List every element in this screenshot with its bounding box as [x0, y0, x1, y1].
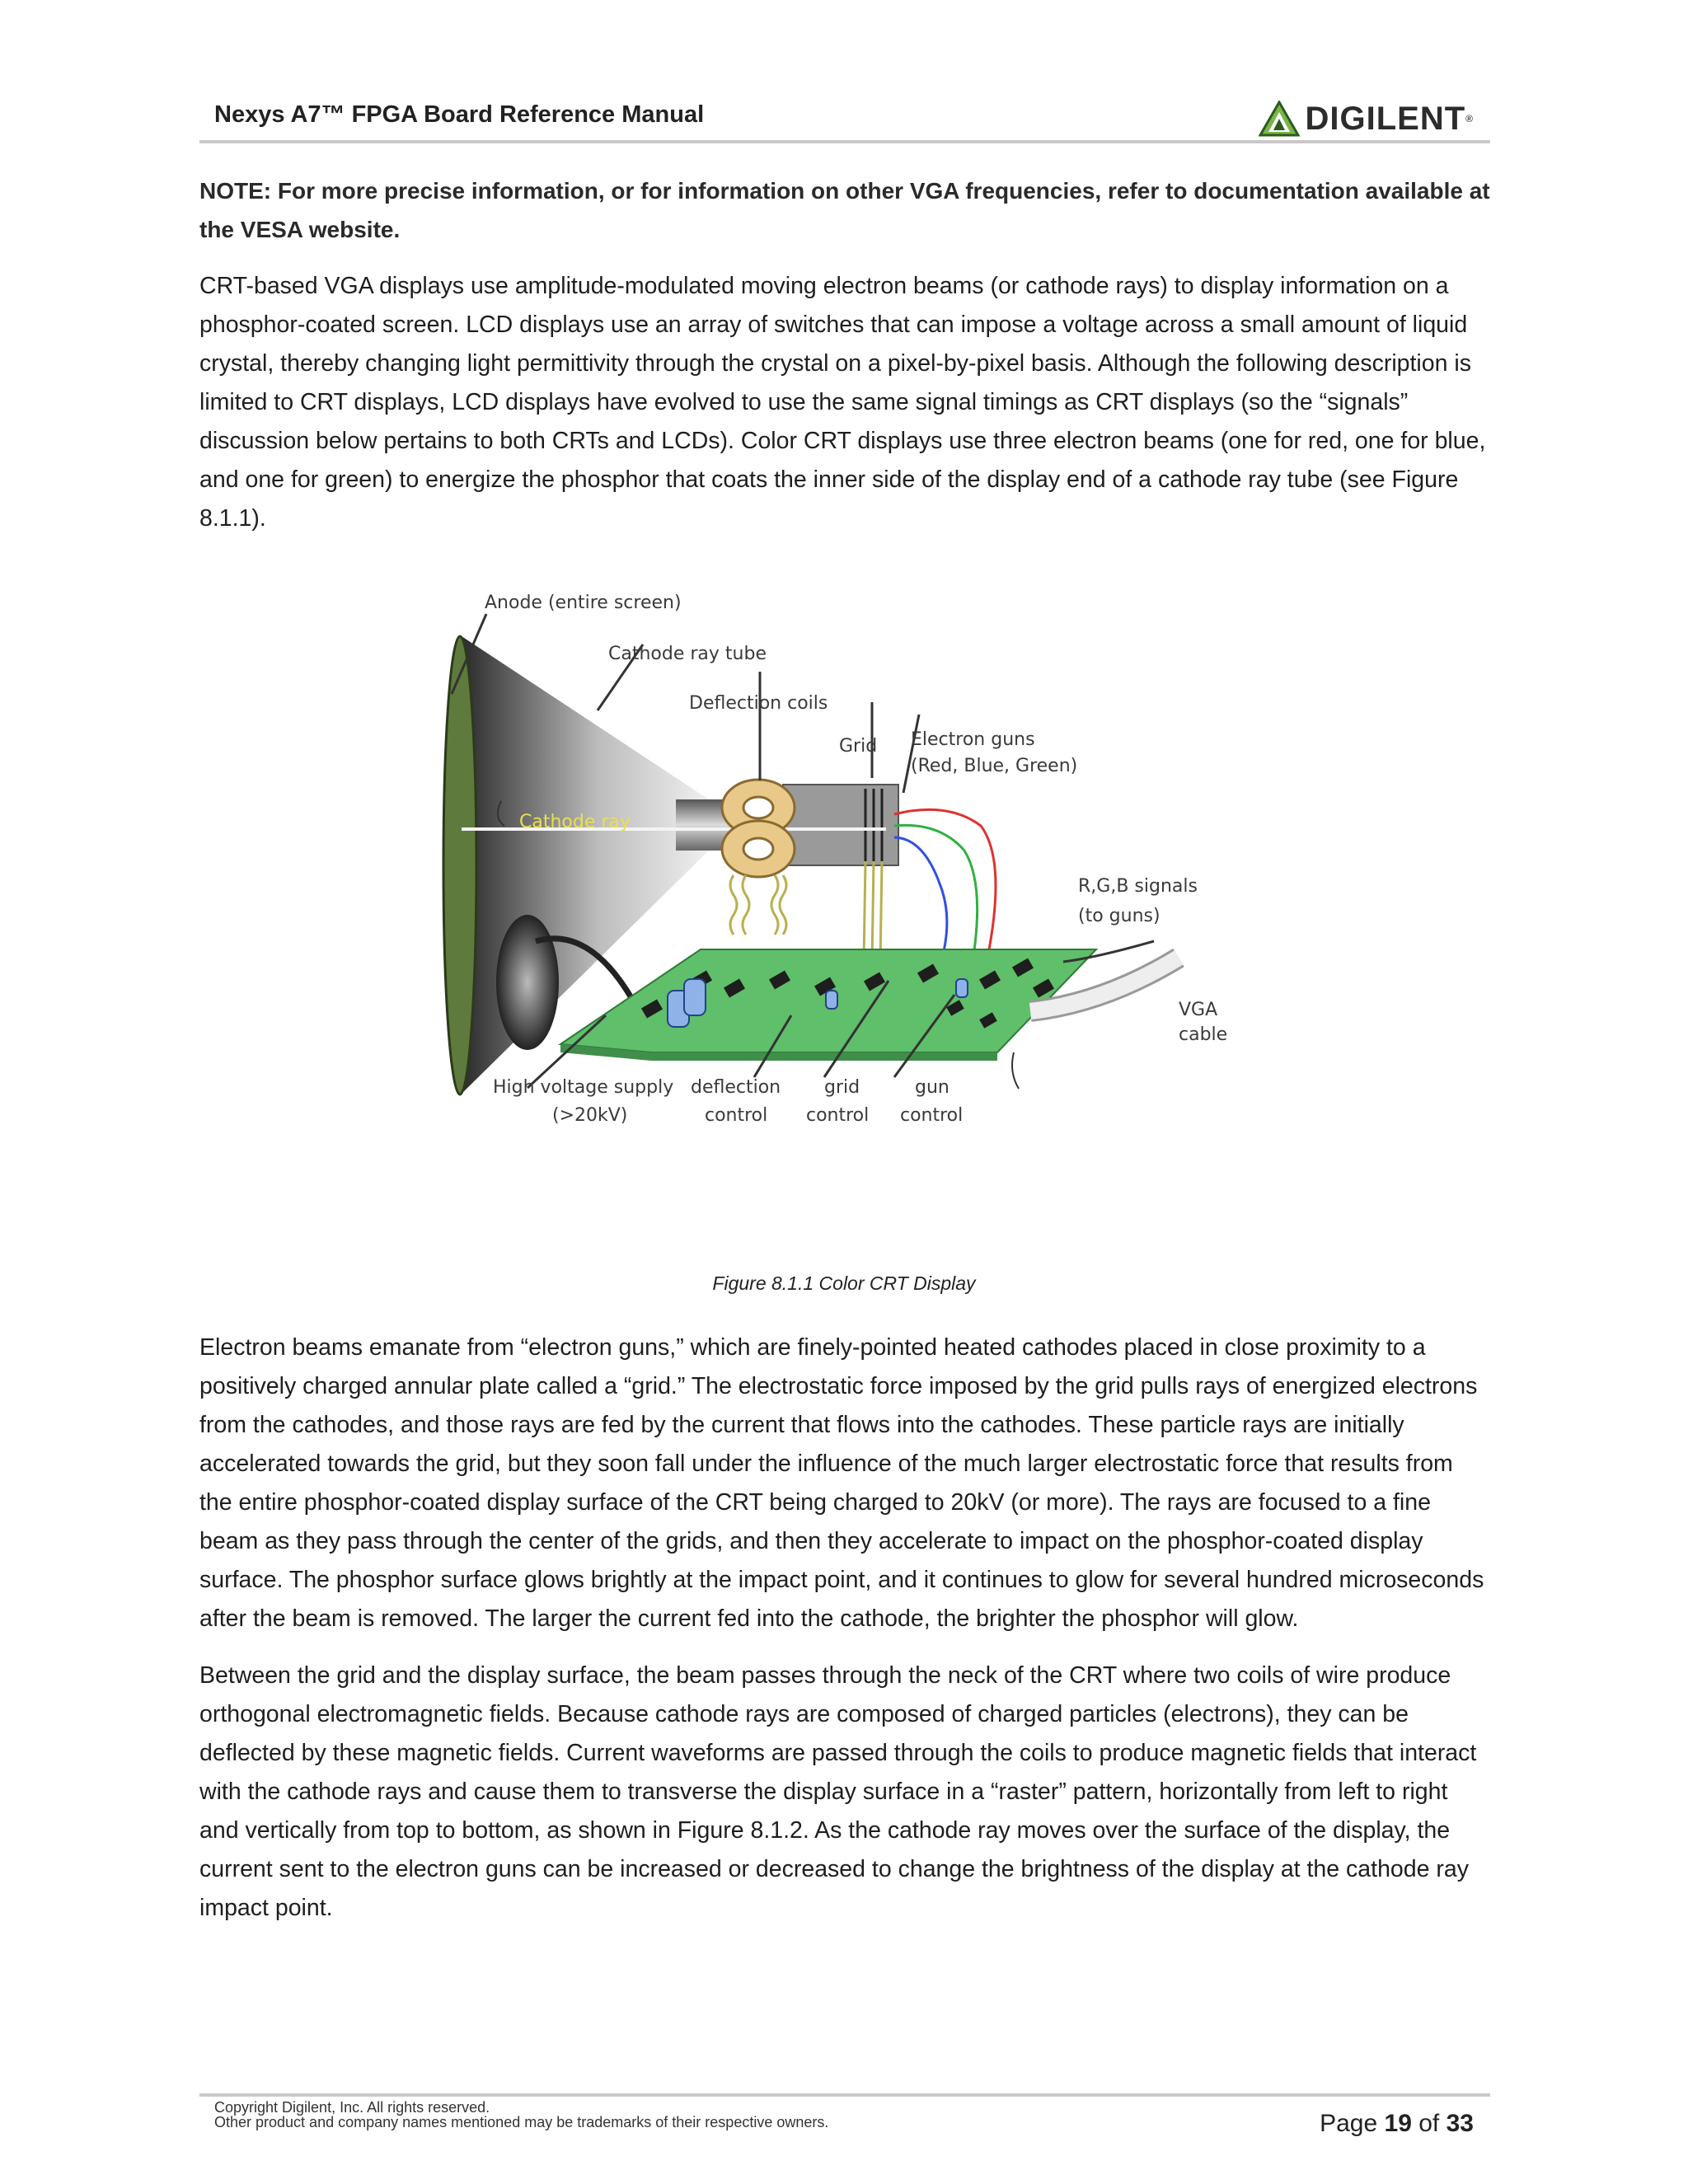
lower-content [199, 1329, 1490, 1946]
label-rgb-signals: R,G,B signals [1078, 876, 1198, 897]
document-title: Nexys A7™ FPGA Board Reference Manual [214, 101, 705, 128]
figure-caption: Figure 8.1.1 Color CRT Display [712, 1272, 976, 1294]
label-cathode-ray-tube: Cathode ray tube [608, 644, 767, 664]
paragraph-electron-beams: Electron beams emanate from “electron guns,” which are finely-pointed heated cathodes placed in close proximity to a positively charged annular plate called a “grid.” The electrostatic force imposed by the grid pulls rays of energized electrons from the cathodes, and those rays are fed by the current that flows into the cathodes. These particle rays are initially accelerated towards the grid, but they soon fall under the influence of the much larger electrostatic force that results from the entire phosphor-coated display surface of the CRT being charged to 20kV (or more). The rays are focused to a fine beam as they pass through the center of the grids, and then they accelerate to impact on the phosphor-coated display surface. The phosphor surface glows brightly at the impact point, and it continues to glow for several hundred microseconds after the beam is removed. The larger the current fed into the cathode, the brighter the phosphor will glow. [199, 1334, 1484, 1632]
crt-diagram [437, 587, 1253, 1172]
label-electron-guns: Electron guns [911, 729, 1035, 750]
digilent-logo [1259, 101, 1474, 137]
page-header [199, 97, 1490, 143]
label-high-voltage: High voltage supply [493, 1077, 674, 1098]
label-cathode-ray: Cathode ray [519, 812, 631, 832]
label-deflection-control: control [705, 1105, 768, 1126]
label-grid-control: control [806, 1105, 870, 1126]
page-number: 19 [1384, 2110, 1412, 2137]
page-word: Page [1320, 2110, 1378, 2137]
label-vga: VGA [1179, 1000, 1218, 1020]
paragraph-crt-intro: CRT-based VGA displays use amplitude-modulated moving electron beams (or cathode rays) to display information on a phosphor-coated screen. LCD displays use an array of switches that can impose a voltage across a small amount of liquid crystal, thereby changing light permittivity through the crystal on a pixel-by-pixel basis. Although the following description is limited to CRT displays, LCD displays have evolved to use the same signal timings as CRT displays (so the “signals” discussion below pertains to both CRTs and LCDs). Color CRT displays use three electron beams (one for red, one for blue, and one for green) to energize the phosphor that coats the inner side of the display end of a cathode ray tube (see Figure 8.1.1). [199, 273, 1486, 532]
label-deflection-coils: Deflection coils [689, 693, 828, 714]
note-text: NOTE: For more precise information, or for information on other VGA frequencies, refer to documentation available at the VESA website. [199, 178, 1490, 242]
trademark-text: Other product and company names mentioned may be trademarks of their respective owners. [214, 2114, 829, 2130]
green-wire [894, 825, 978, 962]
footer-legal [214, 2100, 828, 2130]
label-grid-ctl: grid [824, 1077, 860, 1098]
label-grid: Grid [839, 736, 878, 757]
label-anode: Anode (entire screen) [485, 593, 682, 613]
logo-text: DIGILENT® [1305, 101, 1474, 137]
page-number-info [1320, 2110, 1474, 2138]
crt-screen [443, 636, 476, 1094]
upper-content [199, 171, 1490, 556]
deflection-coils [722, 780, 795, 877]
crt-figure [437, 587, 1253, 1172]
paragraph-deflection: Between the grid and the display surface, the beam passes through the neck of the CRT where two coils of wire produce orthogonal electromagnetic fields. Because cathode rays are composed of charged particles (electrons), they can be deflected by these magnetic fields. Current waveforms are passed through the coils to produce magnetic fields that interact with the cathode rays and cause them to transverse the display surface in a “raster” pattern, horizontally from left to right and vertically from top to bottom, as shown in Figure 8.1.2. As the cathode ray moves over the surface of the display, the current sent to the electron guns can be increased or decreased to change the brightness of the display at the cathode ray impact point. [199, 1662, 1477, 1921]
hv-connector [496, 915, 559, 1050]
label-to-guns: (to guns) [1078, 906, 1160, 926]
label-gun: gun [915, 1077, 950, 1098]
red-wire [894, 809, 996, 949]
total-pages: 33 [1446, 2110, 1474, 2137]
label-gun-control: control [900, 1105, 964, 1126]
digilent-logo-icon [1259, 101, 1300, 137]
of-word: of [1418, 2110, 1440, 2137]
label-cable: cable [1179, 1024, 1228, 1045]
label-electron-guns-colors: (Red, Blue, Green) [911, 756, 1078, 776]
label-deflection: deflection [691, 1077, 781, 1098]
page-footer [199, 2093, 1490, 2137]
copyright-text: Copyright Digilent, Inc. All rights reserved. [214, 2099, 490, 2116]
label-high-voltage-kv: (>20kV) [552, 1105, 628, 1126]
